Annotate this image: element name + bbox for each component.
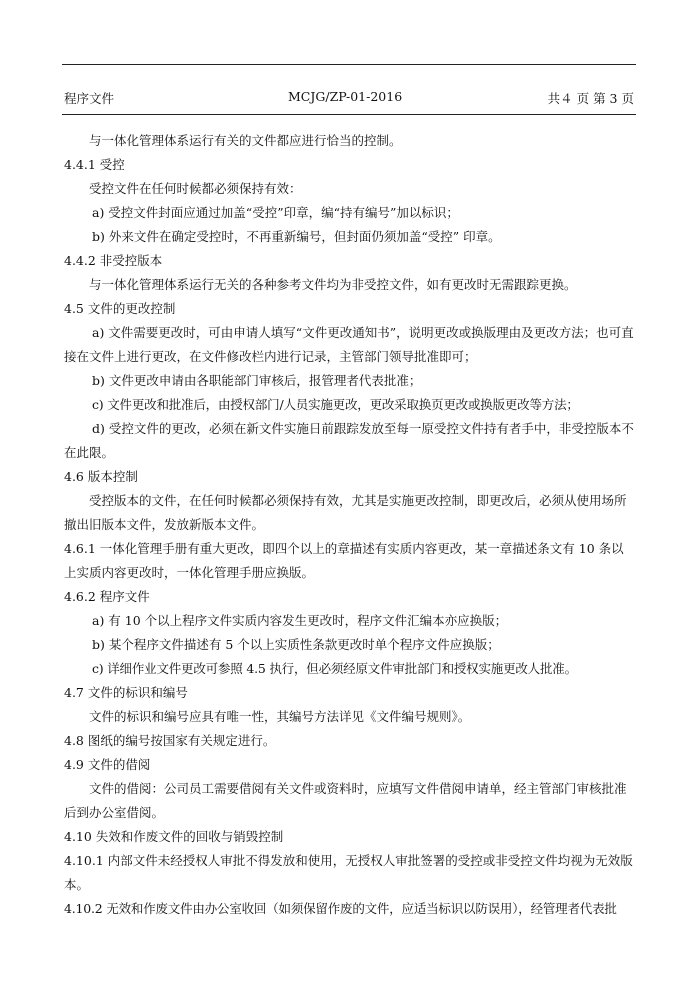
section-heading: 4.5 文件的更改控制	[64, 301, 176, 316]
section-heading: 4.4.2 非受控版本	[64, 253, 163, 268]
list-item: c) 文件更改和批准后，由授权部门/人员实施更改，更改采取换页更改或换版更改等方法；	[92, 397, 579, 412]
paragraph: 4.10.1 内部文件未经授权人审批不得发放和使用，无授权人审批签署的受控或非受控文件均视为无效版本。	[64, 853, 633, 892]
paragraph: 与一体化管理体系运行有关的文件都应进行恰当的控制。	[89, 133, 402, 148]
list-item: b) 文件更改申请由各职能部门审核后，报管理者代表批准；	[92, 373, 422, 388]
section-heading: 4.6 版本控制	[64, 469, 138, 484]
paragraph: 文件的借阅：公司员工需要借阅有关文件或资料时，应填写文件借阅申请单，经主管部门审核批准后到办公室借阅。	[64, 781, 627, 820]
page-header	[64, 89, 634, 109]
header-doc-type: 程序文件	[64, 91, 115, 106]
list-item: b) 外来文件在确定受控时，不再重新编号，但封面仍须加盖“受控” 印章。	[92, 229, 501, 244]
paragraph: 4.8 图纸的编号按国家有关规定进行。	[64, 733, 276, 748]
top-rule	[62, 64, 636, 65]
paragraph: 4.6.1 一体化管理手册有重大更改，即四个以上的章描述有实质内容更改，某一章描述条文有 10 条以上实质内容更改时，一体化管理手册应换版。	[64, 541, 624, 580]
list-item: a) 受控文件封面应通过加盖“受控”印章，编“持有编号”加以标识；	[92, 205, 459, 220]
section-heading: 4.6.2 程序文件	[64, 589, 150, 604]
header-doc-code: MCJG/ZP-01-2016	[288, 89, 403, 104]
paragraph: 与一体化管理体系运行无关的各种参考文件均为非受控文件，如有更改时无需跟踪更换。	[89, 277, 577, 292]
header-rule	[62, 114, 636, 115]
paragraph: 受控版本的文件，在任何时候都必须保持有效，尤其是实施更改控制，即更改后，必须从使用场所撤出旧版本文件，发放新版本文件。	[64, 493, 627, 532]
list-item: b) 某个程序文件描述有 5 个以上实质性条款更改时单个程序文件应换版；	[92, 637, 500, 652]
list-item: c) 详细作业文件更改可参照 4.5 执行，但必须经原文件审批部门和授权实施更改人批准。	[92, 661, 577, 676]
section-heading: 4.4.1 受控	[64, 157, 125, 172]
document-body	[64, 129, 634, 921]
section-heading: 4.10 失效和作废文件的回收与销毁控制	[64, 829, 284, 844]
paragraph: 受控文件在任何时候都必须保持有效：	[89, 181, 302, 196]
list-item: a) 有 10 个以上程序文件实质内容发生更改时，程序文件汇编本亦应换版；	[92, 613, 508, 628]
section-heading: 4.7 文件的标识和编号	[64, 685, 188, 700]
list-item: d) 受控文件的更改，必须在新文件实施日前跟踪发放至每一原受控文件持有者手中，非受控版本不在此限。	[64, 421, 634, 460]
list-item: a) 文件需要更改时，可由申请人填写“文件更改通知书”，说明更改或换版理由及更改方法；也可直接在文件上进行更改，在文件修改栏内进行记录，主管部门领导批准即可；	[64, 325, 634, 364]
paragraph: 4.10.2 无效和作废文件由办公室收回（如须保留作废的文件，应适当标识以防误用），经管理者代表批	[64, 901, 617, 916]
paragraph: 文件的标识和编号应具有唯一性，其编号方法详见《文件编号规则》。	[89, 709, 471, 724]
section-heading: 4.9 文件的借阅	[64, 757, 151, 772]
header-page-number: 共４ 页 第 3 页	[547, 91, 634, 106]
